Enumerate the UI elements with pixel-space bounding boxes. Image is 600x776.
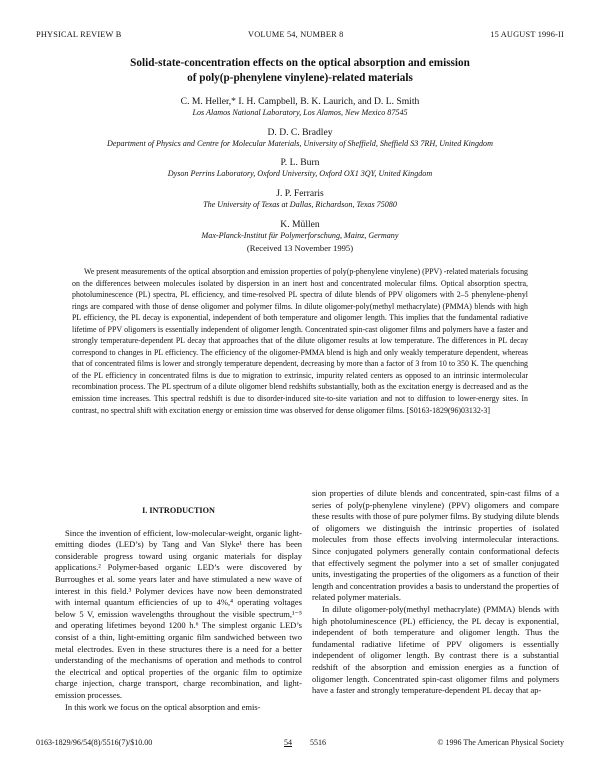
volume-number: VOLUME 54, NUMBER 8 [248,30,344,39]
affiliation-1: Los Alamos National Laboratory, Los Alamos, New Mexico 87545 [192,108,408,117]
page-number: 5516 [310,738,326,747]
intro-paragraph-2: In this work we focus on the optical absorption and emis- [65,701,261,712]
right-column [312,488,559,697]
author-group-3: P. L. Burn [280,157,320,168]
footer-code: 0163-1829/96/54(8)/5516(7)/$10.00 [36,738,153,747]
intro-paragraph-3: In dilute oligomer-poly(methyl methacrylate) (PMMA) blends with high photoluminescence (PL) efficiency, the PL decay is exponential, independent of both temperature and oligomer length. Thus the fundamental radiative lifetime of PPV oligomers is essentially independent of oligomer length. By contrast there is a substantial redshift of the absorption and emission energies as a function of oligomer length. Concentrated spin-cast oligomer films and polymers have a faster and strongly temperature-dependent PL decay that ap- [312,603,559,696]
title-line-1: Solid-state-concentration effects on the optical absorption and emission [130,57,470,69]
affiliation-3: Dyson Perrins Laboratory, Oxford University, Oxford OX1 3QY, United Kingdom [167,169,433,178]
copyright: © 1996 The American Physical Society [437,738,564,747]
received-date: (Received 13 November 1995) [246,243,354,253]
author-group-5: K. Müllen [280,219,320,230]
affiliation-5: Max-Planck-Institut für Polymerforschung, Mainz, Germany [201,231,399,240]
paper-title [60,56,540,85]
title-line-2: of poly(p-phenylene vinylene)-related materials [187,71,413,84]
affiliation-4: The University of Texas at Dallas, Richardson, Texas 75080 [203,200,397,209]
left-column [55,488,302,713]
footer-volume-mark: 54 [284,738,292,747]
issue-date: 15 AUGUST 1996-II [490,30,564,39]
section-heading: I. INTRODUCTION [142,506,215,515]
abstract: We present measurements of the optical absorption and emission properties of poly(p-phenylene vinylene) (PPV) -related materials focusing on the differences between molecules isolated by dispersion in an inert host and concentrated molecular films. Optical absorption spectra, photoluminescence (PL) spectra, PL efficiency, and time-resolved PL spectra of dilute blends of PPV oligomers with 2–5 phenylene-phenyl rings are compared with those of dense oligomer and polymer films. In dilute oligomer-poly(methyl methacrylate) (PMMA) blends with high PL efficiency, the PL decay is exponential, independent of both temperature and oligomer length. This implies that the fundamental radiative lifetime of PPV oligomers is essentially independent of oligomer length. Concentrated spin-cast oligomer films and polymers have a faster and strongly temperature-dependent PL decay that approaches that of the dilute oligomer results at low temperature. The differences in PL decay correspond to changes in PL efficiency. The efficiency of the oligomer-PMMA blend is high and only weakly temperature dependent, whereas that of concentrated films is lower and strongly temperature dependent, decreasing by more than a factor of 3 from 10 to 350 K. The quenching of the PL efficiency in concentrated films is due to migration to extrinsic, impurity related centers as opposed to an intrinsic intermolecular recombination process. The PL spectrum of a dilute oligomer blend redshifts substantially, both as the excitation energy is decreased and as the emission time increases. This spectral redshift is due to disorder-induced site-to-site variation and not to diffusion to lower-energy sites. In contrast, no spectral shift with excitation energy or emission time was observed for dense oligomer films. [S0163-1829(96)03132-3] [72,267,528,415]
author-group-2: D. D. C. Bradley [267,127,333,138]
intro-paragraph-2-continued: sion properties of dilute blends and concentrated, spin-cast films of a series of poly(p-phenylene vinylene) (PPV) oligomers and compare these results with those of pure polymer films. By studying dilute blends of oligomers we distinguish the intrinsic properties of isolated molecules from those effects involving intermolecular interactions. Since conjugated polymers generally contain conformational defects that effectively segment the polymer into a set of smaller conjugated units, investigating the properties of the oligomers as a function of their length and concentration provides a basis to understand the properties of related polymer materials. [312,488,559,603]
author-group-4: J. P. Ferraris [276,188,324,199]
journal-name: PHYSICAL REVIEW B [36,30,122,39]
intro-paragraph-1: Since the invention of efficient, low-molecular-weight, organic light-emitting diodes (LED’s) by Tang and Van Slyke¹ there has been considerable progress toward using organic materials for display applications.² Polymer-based organic LED’s were discovered by Burroughes et al. some years later and have stimulated a new wave of interest in this field.³ Polymer devices have now been demonstrated with internal quantum efficiencies of up to 4%,⁴ operating voltages below 5 V, emission wavelengths throughout the visible spectrum,¹⁻⁵ and operating lifetimes beyond 1200 h.⁶ The simplest organic LED’s consist of a thin, light-emitting organic film sandwiched between two metal electrodes. Even in these structures there is a need for a better understanding of the mechanisms of operation and methods to control the electrical and optical properties of the organic film to optimize charge injection, charge transport, charge recombination, and light-emission processes. [55,527,302,700]
author-group-1: C. M. Heller,* I. H. Campbell, B. K. Laurich, and D. L. Smith [180,96,420,107]
affiliation-2: Department of Physics and Centre for Molecular Materials, University of Sheffield, Sheffield S3 7RH, United Kingdom [107,139,493,148]
